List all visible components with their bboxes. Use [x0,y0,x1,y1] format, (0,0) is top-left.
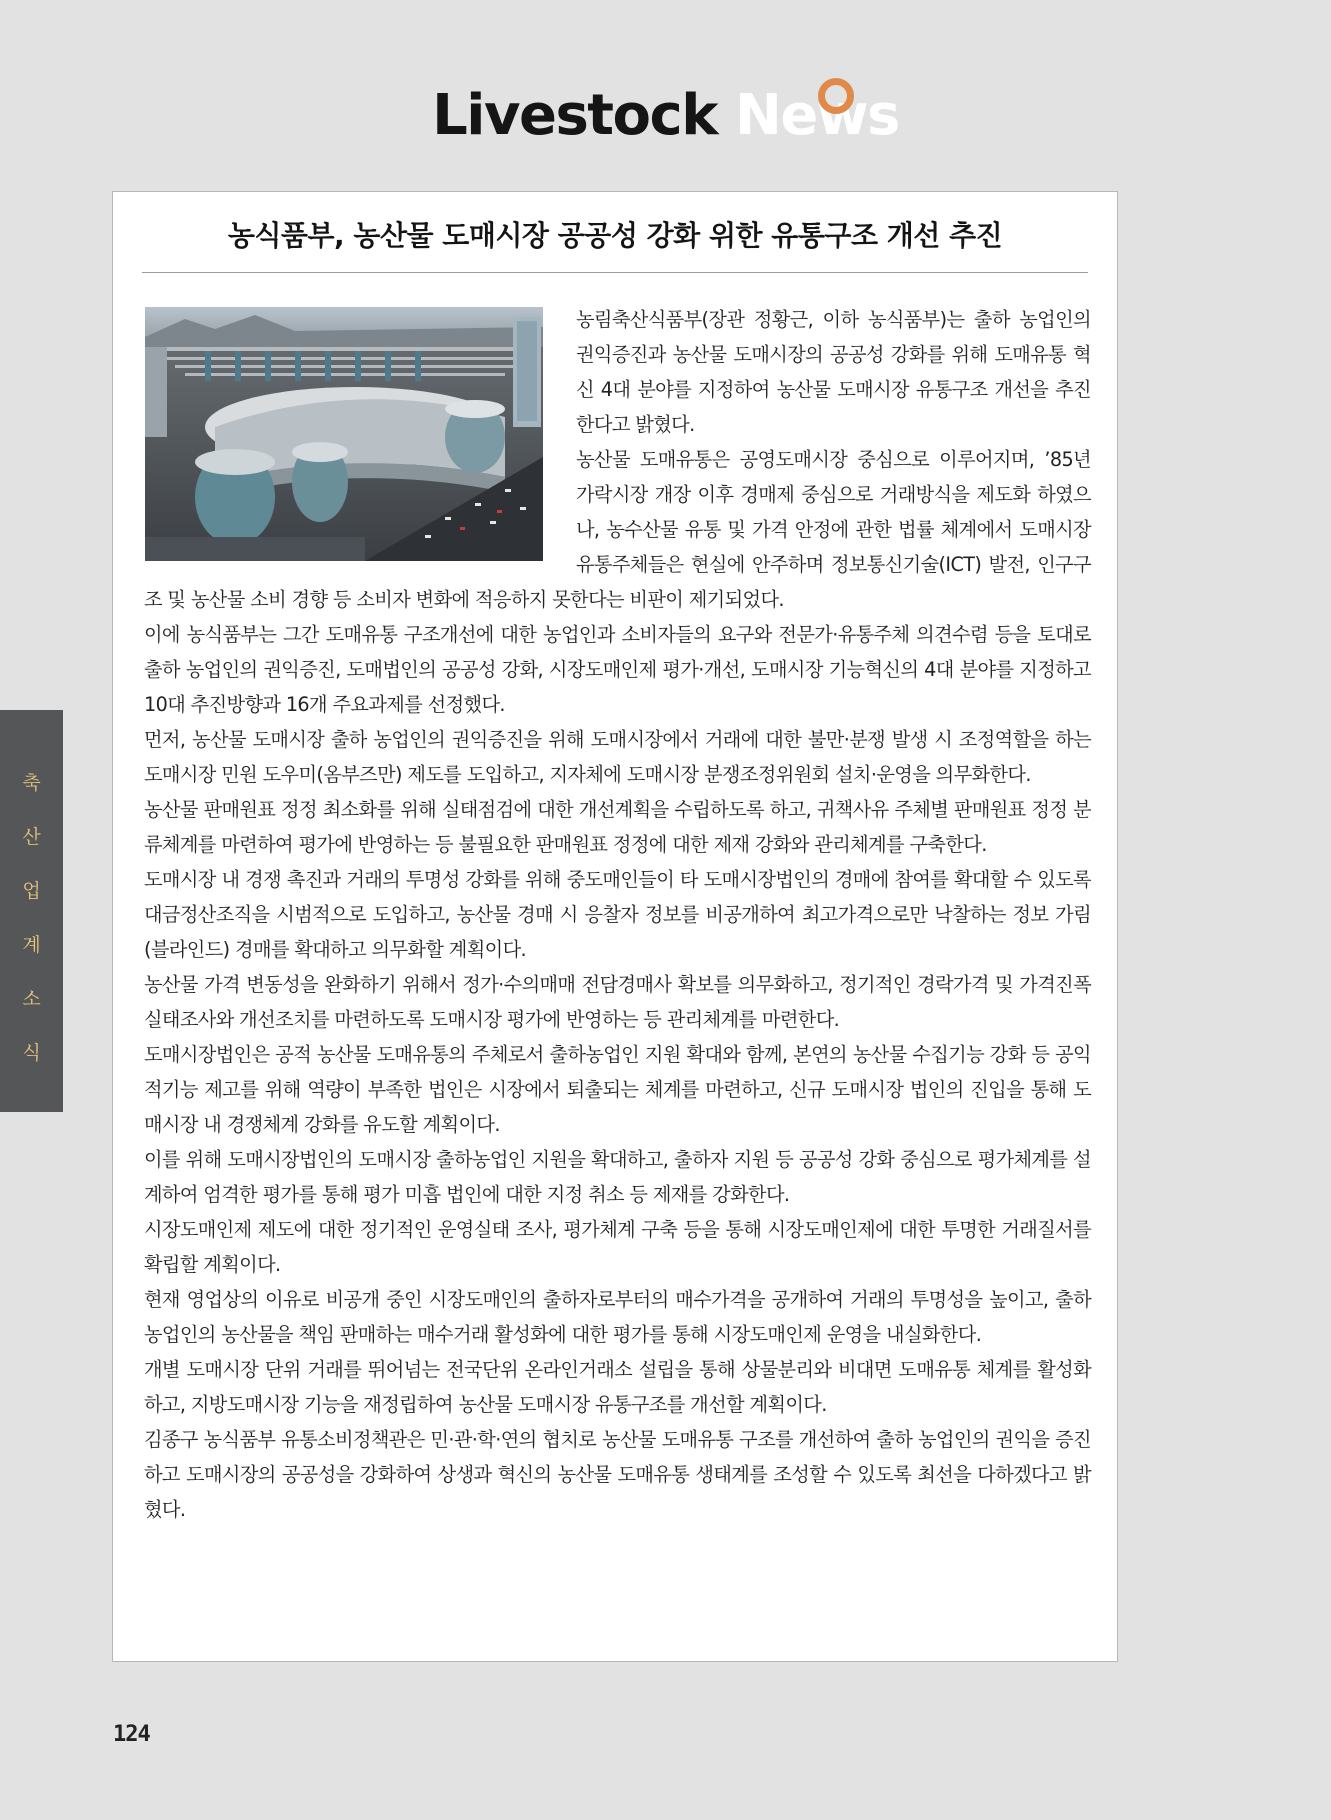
headline-divider [142,272,1088,273]
article-paragraph: 농산물 판매원표 정정 최소화를 위해 실태점검에 대한 개선계획을 수립하도록 하고, 귀책사유 주체별 판매원표 정정 분류체계를 마련하여 평가에 반영하는 등 불필요한 판매원표 정정에 대한 제재 강화와 관리체계를 구축한다. [144,798,1091,856]
side-tab-char: 축 [22,772,41,794]
article-headline: 농식품부, 농산물 도매시장 공공성 강화 위한 유통구조 개선 추진 [227,219,1003,252]
article-body [144,302,1091,1527]
side-tab-char: 소 [22,988,41,1010]
side-tab-char: 업 [22,880,41,902]
article-paragraph: 개별 도매시장 단위 거래를 뛰어넘는 전국단위 온라인거래소 설립을 통해 상물분리와 비대면 도매유통 체계를 활성화하고, 지방도매시장 기능을 재정립하여 농산물 도매시장 유통구조를 개선할 계획이다. [144,1358,1091,1416]
article-paragraph: 김종구 농식품부 유통소비정책관은 민·관·학·연의 협치로 농산물 도매유통 구조를 개선하여 출하 농업인의 권익을 증진하고 도매시장의 공공성을 강화하여 상생과 혁신의 농산물 도매유통 생태계를 조성할 수 있도록 최선을 다하겠다고 밝혔다. [144,1428,1091,1521]
article-paragraph: 먼저, 농산물 도매시장 출하 농업인의 권익증진을 위해 도매시장에서 거래에 대한 불만·분쟁 발생 시 조정역할을 하는 도매시장 민원 도우미(옴부즈만) 제도를 도입하고, 지자체에 도매시장 분쟁조정위원회 설치·운영을 의무화한다. [144,728,1091,786]
article-paragraph: 농산물 가격 변동성을 완화하기 위해서 정가·수의매매 전담경매사 확보를 의무화하고, 정기적인 경락가격 및 가격진폭 실태조사와 개선조치를 마련하도록 도매시장 평가에 반영하는 등 관리체계를 마련한다. [144,973,1091,1031]
article-paragraph: 현재 영업상의 이유로 비공개 중인 시장도매인의 출하자로부터의 매수가격을 공개하여 거래의 투명성을 높이고, 출하농업인의 농산물을 책임 판매하는 매수거래 활성화에 대한 평가를 통해 시장도매인제 운영을 내실화한다. [144,1288,1091,1346]
side-tab-char: 계 [22,934,41,956]
article-paragraph: 이에 농식품부는 그간 도매유통 구조개선에 대한 농업인과 소비자들의 요구와 전문가·유통주체 의견수렴 등을 토대로 출하 농업인의 권익증진, 도매법인의 공공성 강화, 시장도매인제 평가·개선, 도매시장 기능혁신의 4대 분야를 지정하고 10대 추진방향과 16개 주요과제를 선정했다. [144,623,1091,716]
section-side-tab [0,710,63,1112]
photo-wrap-space [144,302,576,572]
article-paragraph: 이를 위해 도매시장법인의 도매시장 출하농업인 지원을 확대하고, 출하자 지원 등 공공성 강화 중심으로 평가체계를 설계하여 엄격한 평가를 통해 평가 미흡 법인에 대한 지정 취소 등 제재를 강화한다. [144,1148,1091,1206]
article-paragraph: 시장도매인제 제도에 대한 정기적인 운영실태 조사, 평가체계 구축 등을 통해 시장도매인제에 대한 투명한 거래질서를 확립할 계획이다. [144,1218,1091,1276]
page-number: 124 [113,1722,150,1747]
article-card [112,191,1118,1662]
article-paragraph: 농림축산식품부(장관 정황근, 이하 농식품부)는 출하 농업인의 권익증진과 농산물 도매시장의 공공성 강화를 위해 도매유통 혁신 4대 분야를 지정하여 농산물 도매시장 유통구조 개선을 추진한다고 밝혔다. [576,308,1091,436]
masthead-ring-icon [818,78,854,114]
article-paragraph: 도매시장법인은 공적 농산물 도매유통의 주체로서 출하농업인 지원 확대와 함께, 본연의 농산물 수집기능 강화 등 공익적기능 제고를 위해 역량이 부족한 법인은 시장에서 퇴출되는 체계를 마련하고, 신규 도매시장 법인의 진입을 통해 도매시장 내 경쟁체계 강화를 유도할 계획이다. [144,1043,1091,1136]
article-paragraph: 도매시장 내 경쟁 촉진과 거래의 투명성 강화를 위해 중도매인들이 타 도매시장법인의 경매에 참여를 확대할 수 있도록 대금정산조직을 시범적으로 도입하고, 농산물 경매 시 응찰자 정보를 비공개하여 최고가격으로만 낙찰하는 정보 가림(블라인드) 경매를 확대하고 의무화할 계획이다. [144,868,1091,961]
masthead-news: News [734,83,899,148]
side-tab-char: 산 [22,826,41,848]
masthead [0,83,1331,148]
side-tab-char: 식 [22,1042,41,1064]
article-paragraph: 농산물 도매유통은 공영도매시장 중심으로 이루어지며, ’85년 가락시장 개장 이후 경매제 중심으로 거래방식을 제도화 하였으나, 농수산물 유통 및 가격 안정에 관한 법률 체계에서 도매시장 유통주체들은 현실에 안주하며 정보통신기술(ICT) 발전, 인구구조 및 농산물 소비 경향 등 소비자 변화에 적응하지 못한다는 비판이 제기되었다. [144,448,1091,611]
section-side-tab-label [0,756,63,1080]
masthead-livestock: Livestock [432,83,717,148]
